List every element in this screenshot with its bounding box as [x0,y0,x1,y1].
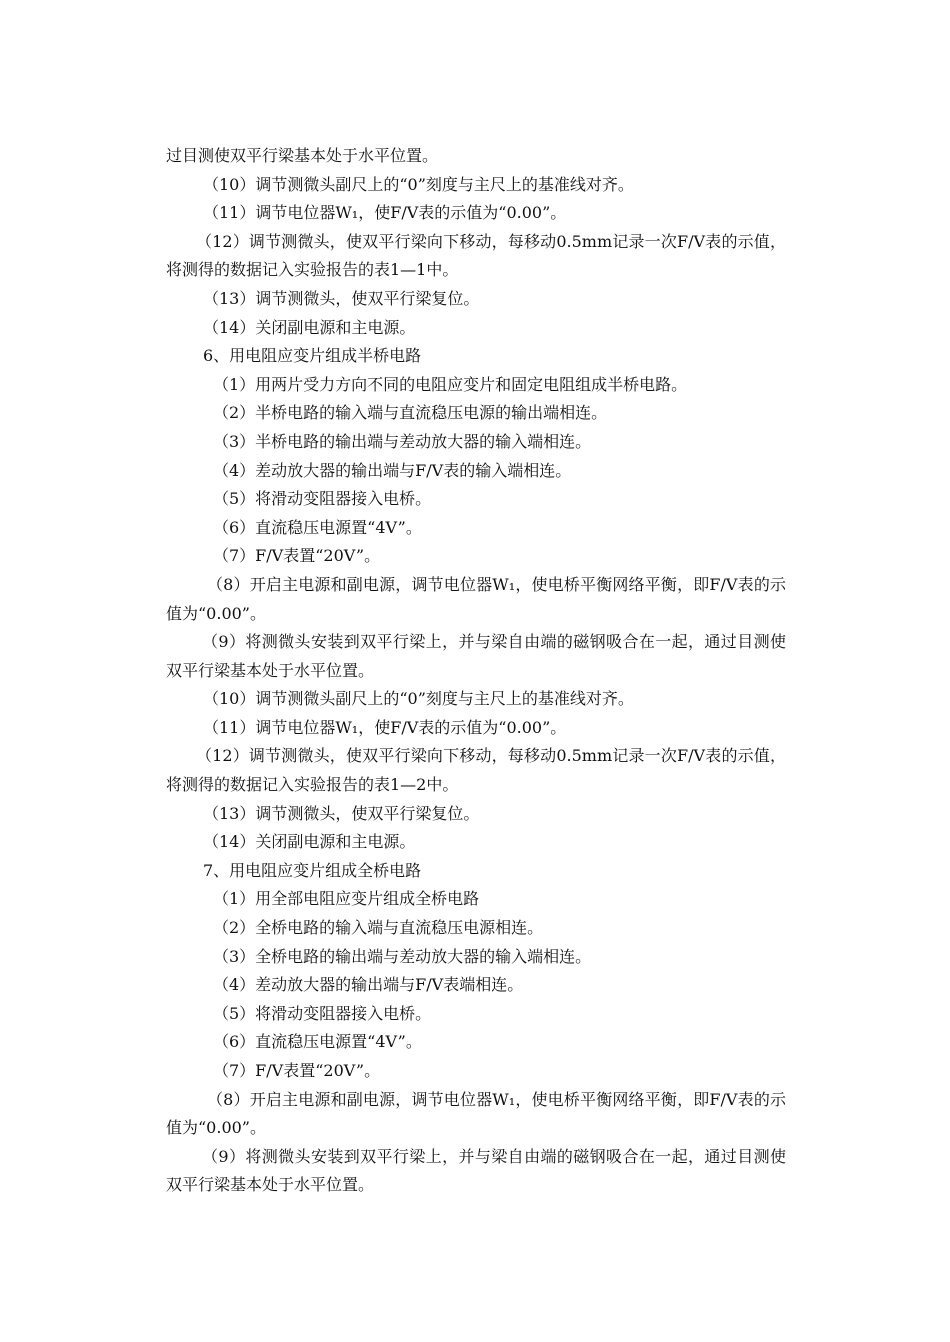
section-6-step-7: （7）F/V表置“20V”。 [213,546,381,566]
section-7-step-1: （1）用全部电阻应变片组成全桥电路 [213,889,480,909]
paragraph-continuation: 过目测使双平行梁基本处于水平位置。 [166,146,439,165]
section-7-step-5: （5）将滑动变阻器接入电桥。 [213,1003,432,1023]
section-6-step-12: （12）调节测微头，使双平行梁向下移动，每移动0.5mm记录一次F/V表的示值，将测得的数据记入实验报告的表1—2中。 [166,746,786,795]
step-14: （14）关闭副电源和主电源。 [203,317,416,337]
section-6-step-5: （5）将滑动变阻器接入电桥。 [213,489,432,509]
section-6-step-4: （4）差动放大器的输出端与F/V表的输入端相连。 [213,460,572,480]
section-7-step-2: （2）全桥电路的输入端与直流稳压电源相连。 [213,918,544,938]
section-6-step-9: （9）将测微头安装到双平行梁上，并与梁自由端的磁钢吸合在一起，通过目测使双平行梁基本处于水平位置。 [166,632,786,680]
section-7-step-6: （6）直流稳压电源置“4V”。 [213,1032,422,1052]
section-heading-6: 6、用电阻应变片组成半桥电路 [203,346,422,366]
section-6-step-1: （1）用两片受力方向不同的电阻应变片和固定电阻组成半桥电路。 [213,374,688,394]
section-6-step-3: （3）半桥电路的输出端与差动放大器的输入端相连。 [213,431,592,451]
section-7-step-8: （8）开启主电源和副电源，调节电位器W₁，使电桥平衡网络平衡，即F/V表的示值为“0.00”。 [166,1089,786,1138]
step-13: （13）调节测微头，使双平行梁复位。 [203,288,480,308]
section-6-step-14: （14）关闭副电源和主电源。 [203,832,416,852]
document-body [166,142,786,1200]
section-6-step-2: （2）半桥电路的输入端与直流稳压电源的输出端相连。 [213,403,608,423]
section-heading-7: 7、用电阻应变片组成全桥电路 [203,860,422,880]
section-6-step-8: （8）开启主电源和副电源，调节电位器W₁，使电桥平衡网络平衡，即F/V表的示值为“0.00”。 [166,574,786,623]
section-6-step-6: （6）直流稳压电源置“4V”。 [213,517,422,537]
section-7-step-7: （7）F/V表置“20V”。 [213,1061,381,1080]
section-6-step-13: （13）调节测微头，使双平行梁复位。 [203,803,480,823]
step-12: （12）调节测微头，使双平行梁向下移动，每移动0.5mm记录一次F/V表的示值，将测得的数据记入实验报告的表1—1中。 [166,231,786,280]
section-7-step-3: （3）全桥电路的输出端与差动放大器的输入端相连。 [213,946,592,966]
step-11: （11）调节电位器W₁，使F/V表的示值为“0.00”。 [203,203,567,223]
section-7-step-9: （9）将测微头安装到双平行梁上，并与梁自由端的磁钢吸合在一起，通过目测使双平行梁基本处于水平位置。 [166,1146,786,1195]
section-6-step-11: （11）调节电位器W₁，使F/V表的示值为“0.00”。 [203,717,567,737]
section-6-step-10: （10）调节测微头副尺上的“0”刻度与主尺上的基准线对齐。 [203,689,634,709]
section-7-step-4: （4）差动放大器的输出端与F/V表端相连。 [213,975,524,995]
step-10: （10）调节测微头副尺上的“0”刻度与主尺上的基准线对齐。 [203,174,634,194]
